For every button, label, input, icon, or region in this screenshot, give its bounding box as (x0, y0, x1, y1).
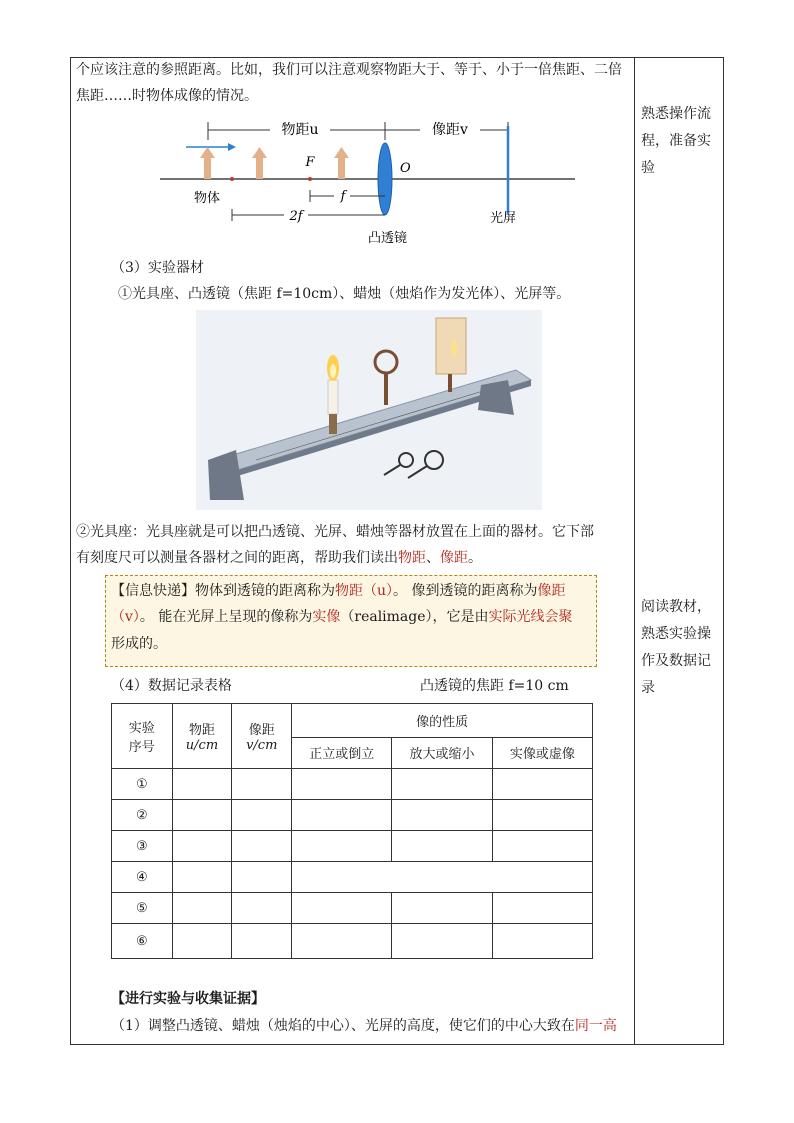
column-divider (634, 57, 635, 1045)
paragraph-line: 个应该注意的参照距离。比如，我们可以注意观察物距大于、等于、小于一倍焦距、二倍 (76, 62, 622, 78)
subheader: 正立或倒立 (292, 737, 392, 768)
section-heading: 【进行实验与收集证据】 (111, 991, 265, 1007)
candle (328, 380, 338, 414)
focus-label: F (305, 155, 315, 170)
term-object-distance: 物距 (398, 550, 426, 566)
screen-label: 光屏 (490, 211, 517, 226)
object-arrows (200, 147, 349, 179)
right-stand (478, 380, 514, 415)
light-arrow-head (228, 143, 236, 151)
paragraph-line: （1）调整凸透镜、蜡烛（烛焰的中心）、光屏的高度，使它们的中心大致在同一高 (111, 1018, 617, 1034)
object-label: 物体 (194, 191, 221, 206)
focus-point (308, 177, 312, 181)
lens-diagram (150, 112, 590, 252)
header-u: 物距 u/cm (172, 704, 232, 769)
focal-note: 凸透镜的焦距 f=10 cm (420, 678, 569, 694)
sidebar-note: 阅读教材，熟悉实验操作及数据记录 (641, 599, 711, 696)
term-image-distance: 像距 (440, 550, 468, 566)
object-distance-label: 物距u (281, 122, 319, 138)
section-heading: （3）实验器材 (111, 260, 204, 276)
paragraph-line: 有刻度尺可以测量各器材之间的距离，帮助我们读出物距、像距。 (76, 550, 482, 566)
table-row: ⑤ (112, 893, 593, 924)
f-label: f (340, 189, 346, 204)
optical-center-label: O (400, 161, 411, 176)
record-table (111, 703, 593, 959)
info-line: 形成的。 (111, 636, 167, 652)
table-row: ⑥ (112, 924, 593, 959)
subheader: 实像或虚像 (492, 737, 592, 768)
header-seq: 实验 序号 (112, 704, 173, 769)
light-screen (436, 318, 466, 374)
subheader: 放大或缩小 (392, 737, 492, 768)
2f-label: 2f (289, 209, 303, 224)
paragraph-line: 焦距……时物体成像的情况。 (76, 88, 258, 104)
2f-point (230, 177, 234, 181)
table-row: ① (112, 769, 593, 800)
header-nature: 像的性质 (292, 704, 593, 738)
info-title: 【信息快递】 (111, 583, 195, 599)
lens-label: 凸透镜 (368, 231, 408, 246)
info-line: 【信息快递】物体到透镜的距离称为物距（u）。 像到透镜的距离称为像距 (111, 583, 566, 599)
table-row: ② (112, 800, 593, 831)
equipment-item: ①光具座、凸透镜（焦距 f=10cm）、蜡烛（烛焰作为发光体）、光屏等。 (118, 286, 571, 302)
paragraph-line: ②光具座：光具座就是可以把凸透镜、光屏、蜡烛等器材放置在上面的器材。它下部 (76, 524, 594, 540)
convex-lens (378, 143, 392, 215)
header-v: 像距 v/cm (232, 704, 292, 769)
optical-bench-photo (196, 310, 542, 510)
table-row: ④ (112, 862, 593, 893)
section-heading: （4）数据记录表格 (111, 678, 232, 694)
image-distance-label: 像距v (432, 122, 468, 138)
info-line: （v）。 能在光屏上呈现的像称为实像（realimage），它是由实际光线会聚 (111, 609, 573, 625)
sidebar-note: 熟悉操作流程，准备实验 (641, 106, 711, 176)
table-row: ③ (112, 831, 593, 862)
